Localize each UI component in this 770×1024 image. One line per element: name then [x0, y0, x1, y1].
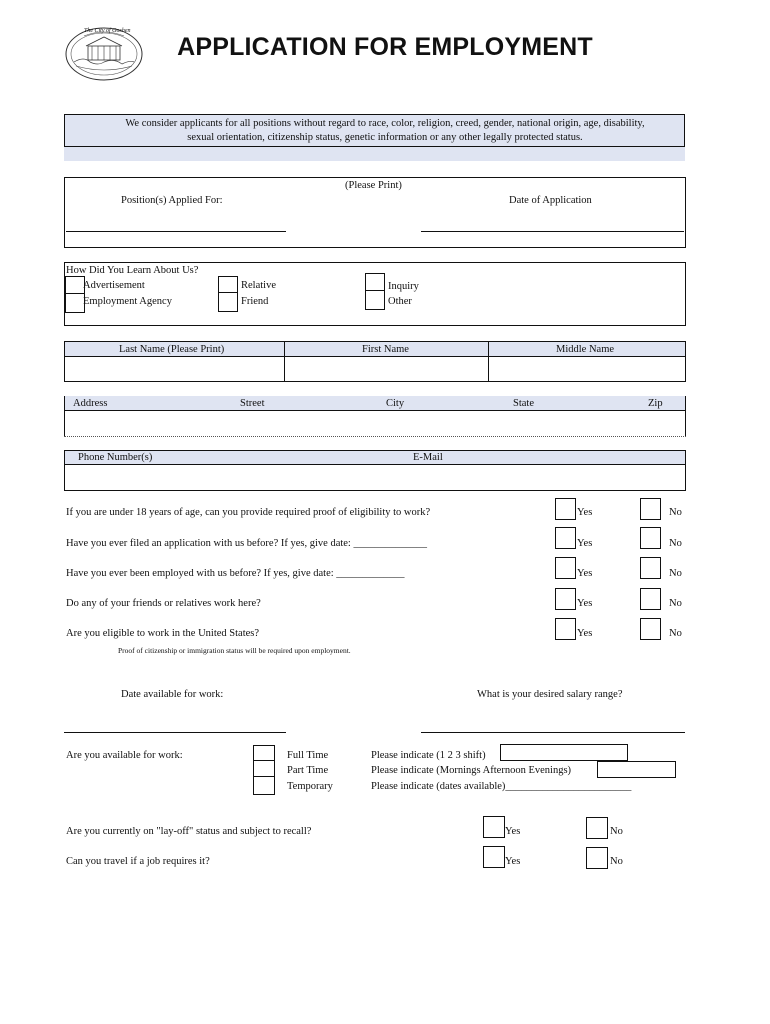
- q1-no-checkbox[interactable]: [640, 498, 661, 520]
- available-for-work-label: Are you available for work:: [66, 750, 183, 761]
- travel-question: Can you travel if a job requires it?: [66, 856, 210, 867]
- first-name-input[interactable]: [286, 358, 487, 380]
- q1-no-label: No: [669, 507, 682, 518]
- friend-checkbox[interactable]: [218, 292, 238, 312]
- address-label: Address: [73, 398, 108, 409]
- date-available-label: Date available for work:: [121, 689, 224, 700]
- state-label: State: [513, 398, 534, 409]
- other-checkbox[interactable]: [365, 290, 385, 310]
- middle-name-input[interactable]: [490, 358, 684, 380]
- question-4: Do any of your friends or relatives work here?: [66, 598, 261, 609]
- q1-yes-label: Yes: [577, 507, 593, 518]
- full-time-label: Full Time: [287, 750, 329, 761]
- q3-no-label: No: [669, 568, 682, 579]
- relative-label: Relative: [241, 280, 276, 291]
- question-2: Have you ever filed an application with us before? If yes, give date: ______________: [66, 538, 427, 549]
- layoff-yes-label: Yes: [505, 826, 521, 837]
- q2-no-label: No: [669, 538, 682, 549]
- notice-line2: sexual orientation, citizenship status, genetic information or any other legally protected status.: [187, 132, 583, 143]
- notice-line1: We consider applicants for all positions without regard to race, color, religion, creed, gender, national origin, age, disability,: [125, 118, 645, 129]
- travel-no-label: No: [610, 856, 623, 867]
- middle-name-label: Middle Name: [556, 344, 615, 355]
- temporary-checkbox[interactable]: [253, 776, 275, 795]
- page-title: APPLICATION FOR EMPLOYMENT: [177, 33, 593, 61]
- shift-input[interactable]: [500, 744, 628, 761]
- other-label: Other: [388, 296, 412, 307]
- advertisement-label: Advertisement: [83, 280, 145, 291]
- last-name-input[interactable]: [66, 358, 283, 380]
- q4-no-checkbox[interactable]: [640, 588, 661, 610]
- question-5: Are you eligible to work in the United States?: [66, 628, 260, 639]
- travel-yes-checkbox[interactable]: [483, 846, 505, 868]
- indicate-shift-label: Please indicate (1 2 3 shift): [371, 750, 486, 761]
- layoff-yes-checkbox[interactable]: [483, 816, 505, 838]
- q2-yes-label: Yes: [577, 538, 593, 549]
- indicate-dates-label: Please indicate (dates available)________________________: [371, 781, 632, 792]
- q5-yes-checkbox[interactable]: [555, 618, 576, 640]
- street-label: Street: [240, 398, 265, 409]
- travel-no-checkbox[interactable]: [586, 847, 608, 869]
- inquiry-label: Inquiry: [388, 281, 419, 292]
- time-of-day-input[interactable]: [597, 761, 676, 778]
- question-1: If you are under 18 years of age, can you provide required proof of eligibility to work?: [66, 507, 431, 518]
- friend-label: Friend: [241, 296, 269, 307]
- q4-no-label: No: [669, 598, 682, 609]
- employment-agency-label: Employment Agency: [83, 296, 172, 307]
- q5-no-label: No: [669, 628, 682, 639]
- phone-input[interactable]: [66, 466, 366, 488]
- city-label: City: [386, 398, 405, 409]
- learn-label: How Did You Learn About Us?: [66, 265, 199, 276]
- salary-range-input-line[interactable]: [421, 732, 685, 733]
- zip-label: Zip: [648, 398, 663, 409]
- q3-yes-label: Yes: [577, 568, 593, 579]
- q2-no-checkbox[interactable]: [640, 527, 661, 549]
- phone-label: Phone Number(s): [78, 452, 153, 463]
- first-name-label: First Name: [362, 344, 409, 355]
- q3-yes-checkbox[interactable]: [555, 557, 576, 579]
- indicate-time-label: Please indicate (Mornings Afternoon Evenings): [371, 765, 572, 776]
- travel-yes-label: Yes: [505, 856, 521, 867]
- citizenship-note: Proof of citizenship or immigration status will be required upon employment.: [118, 646, 351, 655]
- salary-range-label: What is your desired salary range?: [477, 689, 623, 700]
- q3-no-checkbox[interactable]: [640, 557, 661, 579]
- date-application-input-line[interactable]: [421, 231, 684, 232]
- email-label: E-Mail: [413, 452, 443, 463]
- date-available-input-line[interactable]: [64, 732, 286, 733]
- position-input-line[interactable]: [66, 231, 286, 232]
- layoff-no-label: No: [610, 826, 623, 837]
- notice-band: [64, 147, 685, 161]
- layoff-no-checkbox[interactable]: [586, 817, 608, 839]
- question-3: Have you ever been employed with us before? If yes, give date: _____________: [66, 568, 405, 579]
- please-print-label: (Please Print): [345, 180, 402, 191]
- position-label: Position(s) Applied For:: [121, 195, 223, 206]
- q1-yes-checkbox[interactable]: [555, 498, 576, 520]
- employment-agency-checkbox[interactable]: [65, 293, 85, 313]
- address-input[interactable]: [66, 412, 684, 434]
- q4-yes-label: Yes: [577, 598, 593, 609]
- part-time-label: Part Time: [287, 765, 329, 776]
- q2-yes-checkbox[interactable]: [555, 527, 576, 549]
- layoff-question: Are you currently on "lay-off" status and subject to recall?: [66, 826, 312, 837]
- logo-text: The City of Goshen: [84, 28, 131, 34]
- date-of-application-label: Date of Application: [509, 195, 592, 206]
- temporary-label: Temporary: [287, 781, 333, 792]
- q4-yes-checkbox[interactable]: [555, 588, 576, 610]
- q5-no-checkbox[interactable]: [640, 618, 661, 640]
- last-name-label: Last Name (Please Print): [119, 344, 225, 355]
- q5-yes-label: Yes: [577, 628, 593, 639]
- email-input[interactable]: [370, 466, 684, 488]
